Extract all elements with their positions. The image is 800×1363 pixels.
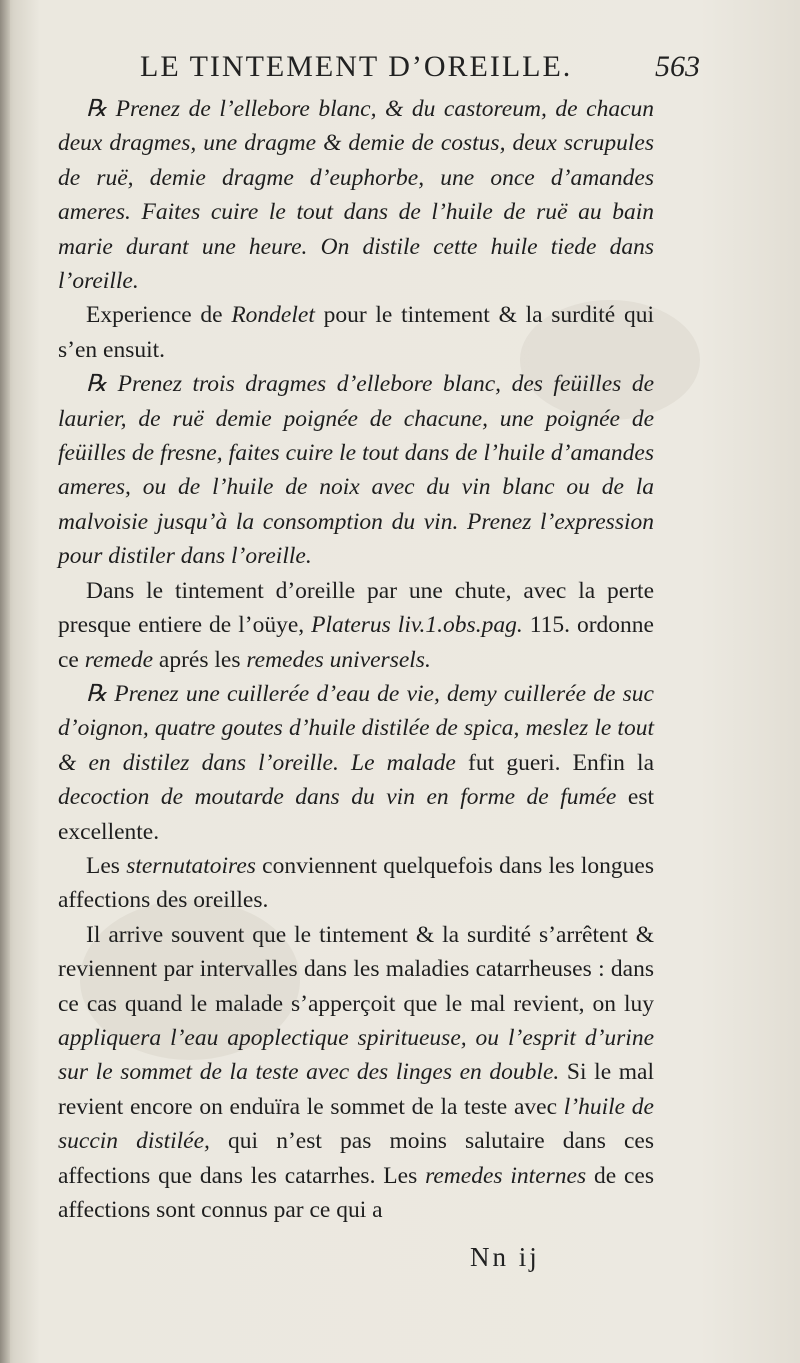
roman-segment: pour le tintement & la surdité qui s’en ensuit. [58, 302, 654, 363]
page-gutter [0, 0, 10, 1363]
roman-segment: de ces affections sont connus par ce qui a [58, 1162, 654, 1223]
roman-segment: aprés les [153, 646, 247, 673]
roman-segment: Les [86, 852, 127, 879]
italic-segment: ℞ Prenez une cuillerée d’eau de vie, demy cuillerée de suc d’oignon, quatre goutes d’huile distilée de spica, meslez le tout & en distilez dans l’oreille. Le malade [58, 680, 654, 776]
roman-segment: est excellente. [58, 784, 655, 845]
italic-segment: remede [84, 646, 154, 673]
body-text [58, 92, 654, 1227]
recipe-paragraph [58, 92, 654, 298]
italic-segment: Rondelet [231, 302, 315, 329]
italic-segment: l’huile de succin distilée, [58, 1093, 654, 1155]
italic-segment: remedes internes [425, 1162, 587, 1189]
roman-segment: qui n’est pas moins salutaire dans ces affections que dans les catarrhes. Les [58, 1128, 654, 1189]
text-paragraph [58, 298, 654, 367]
page-header [140, 44, 700, 88]
signature-mark: Nn ij [470, 1242, 540, 1272]
roman-segment: Dans le tintement d’oreille par une chute, avec la perte presque entiere de l’oüye, [58, 577, 654, 639]
running-title: LE TINTEMENT D’OREILLE. [140, 50, 573, 83]
italic-segment: ℞ Prenez trois dragmes d’ellebore blanc, des feüilles de laurier, de ruë demie poignée de chacune, une poignée de feüilles de fresne, faites cuire le tout dans de l’huile d’amandes ameres, ou de l’huile de noix avec du vin blanc ou de la malvoisie jusqu’à la consomption du vin. Prenez l’expression pour distiler dans l’oreille. [58, 371, 654, 570]
roman-segment: Experience de [86, 302, 232, 329]
recipe-paragraph [58, 677, 654, 849]
roman-segment: fut gueri. Enfin la [455, 749, 655, 776]
text-paragraph [58, 918, 654, 1228]
roman-segment: conviennent quelquefois dans les longues affections des oreilles. [58, 852, 654, 914]
italic-segment: Platerus liv.1.obs.pag. [311, 612, 523, 639]
italic-segment: remedes universels. [246, 646, 431, 673]
italic-segment: appliquera l’eau apoplectique spiritueuse, ou l’esprit d’urine sur le sommet de la teste avec des linges en double. [58, 1024, 654, 1086]
roman-segment: Il arrive souvent que le tintement & la surdité s’arrêtent & reviennent par intervalles dans les maladies catarrheuses : dans ce cas quand le malade s’apperçoit que le mal revient, on luy [58, 921, 654, 1017]
italic-segment: decoction de moutarde dans du vin en forme de fumée [58, 784, 617, 811]
roman-segment: 115. ordonne ce [58, 612, 654, 673]
page-number: 563 [655, 50, 700, 83]
recipe-paragraph [58, 367, 654, 573]
italic-segment: ℞ Prenez de l’ellebore blanc, & du castoreum, de chacun deux dragmes, une dragme & demie de costus, deux scrupules de ruë, demie dragme d’euphorbe, une once d’amandes ameres. Faites cuire le tout dans de l’huile de ruë au bain marie durant une heure. On distile cette huile tiede dans l’oreille. [58, 96, 654, 295]
roman-segment: Si le mal revient encore on enduïra le sommet de la teste avec [58, 1059, 655, 1120]
text-paragraph [58, 574, 654, 677]
text-paragraph [58, 849, 654, 918]
italic-segment: sternutatoires [126, 852, 256, 879]
